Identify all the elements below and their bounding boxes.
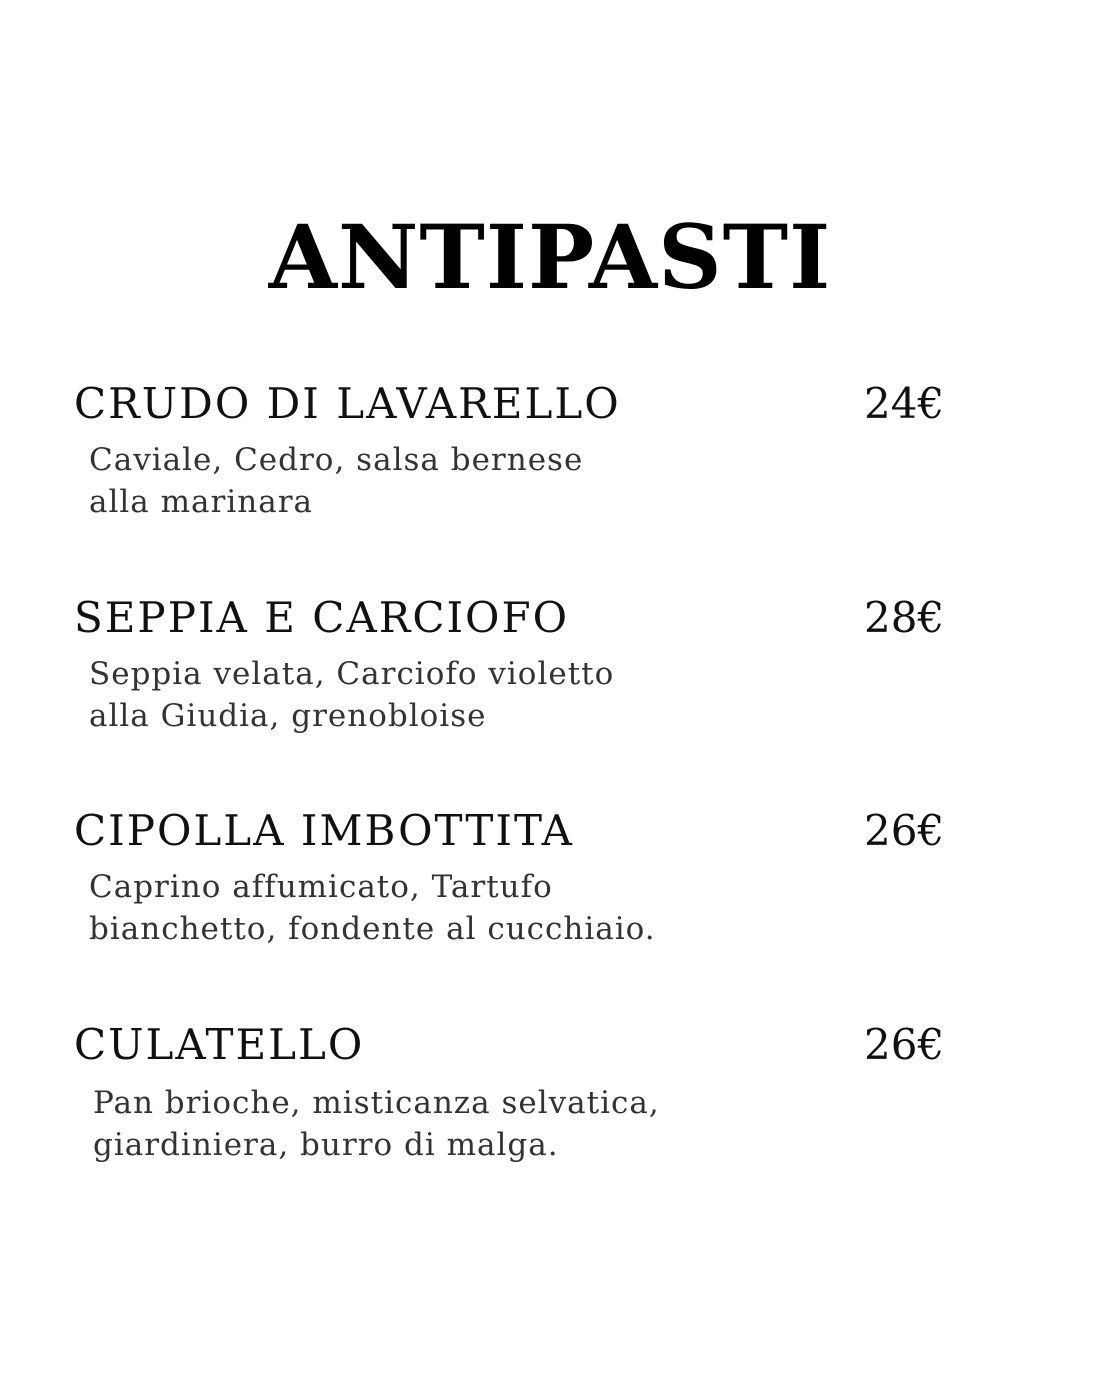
dish-description-line: Seppia velata, Carciofo violetto <box>89 656 615 692</box>
dish-description-line: giardiniera, burro di malga. <box>93 1127 559 1163</box>
dish-name: CULATELLO <box>74 1020 365 1069</box>
dish-name: CIPOLLA IMBOTTITA <box>74 806 574 855</box>
dish-description <box>89 653 789 737</box>
menu-item-cipolla-imbottita <box>74 806 974 966</box>
dish-description-line: alla marinara <box>89 484 314 520</box>
dish-description-line: alla Giudia, grenobloise <box>89 698 487 734</box>
dish-description-line: Pan brioche, misticanza selvatica, <box>93 1085 660 1121</box>
dish-description <box>89 439 789 523</box>
dish-description <box>93 1082 793 1166</box>
dish-description <box>89 866 789 950</box>
menu-item-crudo-di-lavarello <box>74 379 974 539</box>
dish-price: 24€ <box>864 379 945 428</box>
dish-description-line: Caviale, Cedro, salsa bernese <box>89 442 584 478</box>
dish-price: 26€ <box>864 1020 945 1069</box>
dish-price: 26€ <box>864 806 945 855</box>
dish-price: 28€ <box>864 593 945 642</box>
page-title: ANTIPASTI <box>268 204 832 309</box>
menu-item-seppia-e-carciofo <box>74 593 974 753</box>
dish-name: SEPPIA E CARCIOFO <box>74 593 570 642</box>
menu-item-culatello <box>74 1020 974 1180</box>
dish-description-line: Caprino affumicato, Tartufo <box>89 869 553 905</box>
dish-description-line: bianchetto, fondente al cucchiaio. <box>89 911 656 947</box>
dish-name: CRUDO DI LAVARELLO <box>74 379 621 428</box>
